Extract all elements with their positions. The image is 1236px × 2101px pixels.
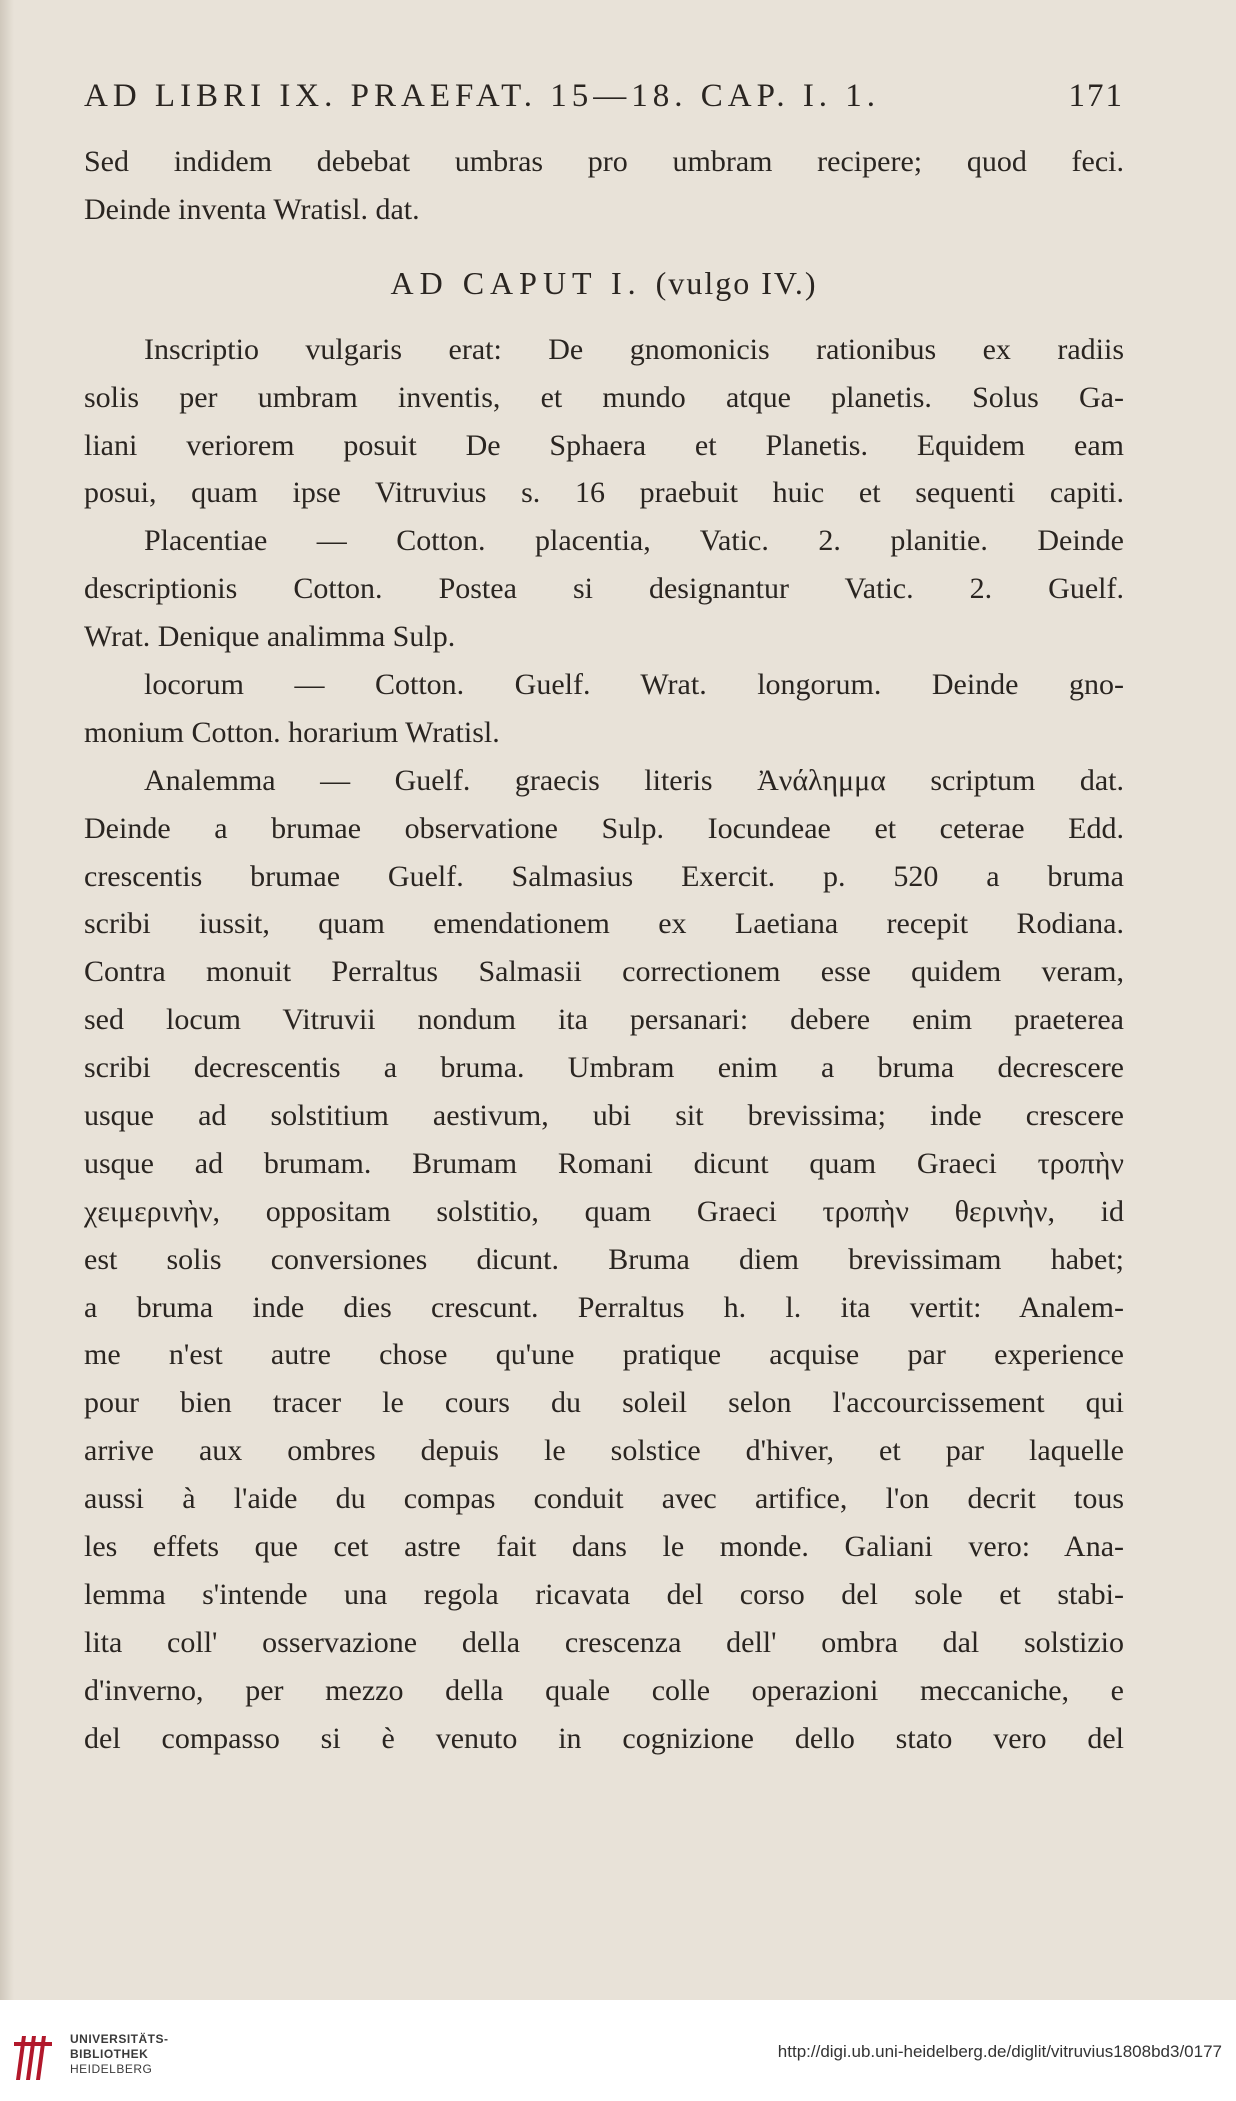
text-line: Wrat. Denique analimma Sulp. — [84, 620, 456, 654]
heading-subtitle: (vulgo IV.) — [655, 264, 818, 301]
university-library-logo-icon — [12, 2030, 56, 2082]
viewer-footer — [0, 2000, 1236, 2101]
text-line: Sed indidem debebat umbras pro umbram recipere; quod feci. — [84, 145, 1124, 178]
text-line: me n'est autre chose qu'une pratique acquise par experience — [84, 1338, 1124, 1372]
text-line: aussi à l'aide du compas conduit avec artifice, l'on decrit tous — [84, 1482, 1124, 1516]
text-line: Contra monuit Perraltus Salmasii correctionem esse quidem veram, — [84, 955, 1124, 989]
page-edge-shadow — [0, 0, 14, 2000]
text-line: usque ad solstitium aestivum, ubi sit brevissima; inde crescere — [84, 1099, 1124, 1133]
text-line: scribi iussit, quam emendationem ex Laetiana recepit Rodiana. — [84, 907, 1124, 941]
text-line: Analemma — Guelf. graecis literis Ἀνάλημμα scriptum dat. — [144, 763, 1124, 797]
text-line: posui, quam ipse Vitruvius s. 16 praebuit huic et sequenti capiti. — [84, 476, 1124, 510]
page-number: 171 — [1068, 78, 1124, 114]
page-text — [84, 78, 1124, 1763]
text-line: les effets que cet astre fait dans le monde. Galiani vero: Ana- — [84, 1530, 1124, 1564]
text-line: lemma s'intende una regola ricavata del corso del sole et stabi- — [84, 1577, 1124, 1611]
text-line: locorum — Cotton. Guelf. Wrat. longorum. Deinde gno- — [144, 668, 1124, 702]
text-line: monium Cotton. horarium Wratisl. — [84, 715, 500, 749]
heading-title: AD CAPUT I. — [390, 264, 642, 301]
text-line: lita coll' osservazione della crescenza dell' ombra dal solstizio — [84, 1625, 1124, 1659]
text-line: crescentis brumae Guelf. Salmasius Exercit. p. 520 a bruma — [84, 859, 1124, 893]
text-line: a bruma inde dies crescunt. Perraltus h. l. ita vertit: Analem- — [84, 1290, 1124, 1324]
text-line: χειμερινὴν, oppositam solstitio, quam Graeci τροπὴν θερινὴν, id — [84, 1194, 1124, 1228]
text-line: Deinde inventa Wratisl. dat. — [84, 192, 420, 226]
library-name-line: HEIDELBERG — [70, 2062, 153, 2076]
text-line: pour bien tracer le cours du soleil selon l'accourcissement qui — [84, 1386, 1124, 1420]
text-line: usque ad brumam. Brumam Romani dicunt quam Graeci τροπὴν — [84, 1146, 1124, 1180]
running-title: AD LIBRI IX. PRAEFAT. 15—18. CAP. I. 1. — [84, 78, 881, 114]
section-heading — [84, 240, 1124, 326]
text-line: sed locum Vitruvii nondum ita persanari: debere enim praeterea — [84, 1003, 1124, 1037]
running-header — [84, 78, 1124, 138]
text-line: Placentiae — Cotton. placentia, Vatic. 2. planitie. Deinde — [144, 524, 1124, 558]
text-line: descriptionis Cotton. Postea si designantur Vatic. 2. Guelf. — [84, 572, 1124, 606]
text-line: Deinde a brumae observatione Sulp. Iocundeae et ceterae Edd. — [84, 811, 1124, 845]
text-line: scribi decrescentis a bruma. Umbram enim a bruma decrescere — [84, 1051, 1124, 1085]
library-name-line: BIBLIOTHEK — [70, 2047, 149, 2061]
text-line: liani veriorem posuit De Sphaera et Planetis. Equidem eam — [84, 428, 1124, 462]
text-line: Inscriptio vulgaris erat: De gnomonicis rationibus ex radiis — [144, 332, 1124, 366]
text-line: solis per umbram inventis, et mundo atque planetis. Solus Ga- — [84, 380, 1124, 414]
library-name — [70, 2032, 169, 2077]
text-line: arrive aux ombres depuis le solstice d'hiver, et par laquelle — [84, 1434, 1124, 1468]
permalink-url[interactable]: http://digi.ub.uni-heidelberg.de/diglit/vitruvius1808bd3/0177 — [777, 2042, 1222, 2061]
text-line: est solis conversiones dicunt. Bruma diem brevissimam habet; — [84, 1242, 1124, 1276]
library-name-line: UNIVERSITÄTS- — [70, 2032, 169, 2046]
text-line: del compasso si è venuto in cognizione dello stato vero del — [84, 1721, 1124, 1755]
text-line: d'inverno, per mezzo della quale colle operazioni meccaniche, e — [84, 1673, 1124, 1707]
